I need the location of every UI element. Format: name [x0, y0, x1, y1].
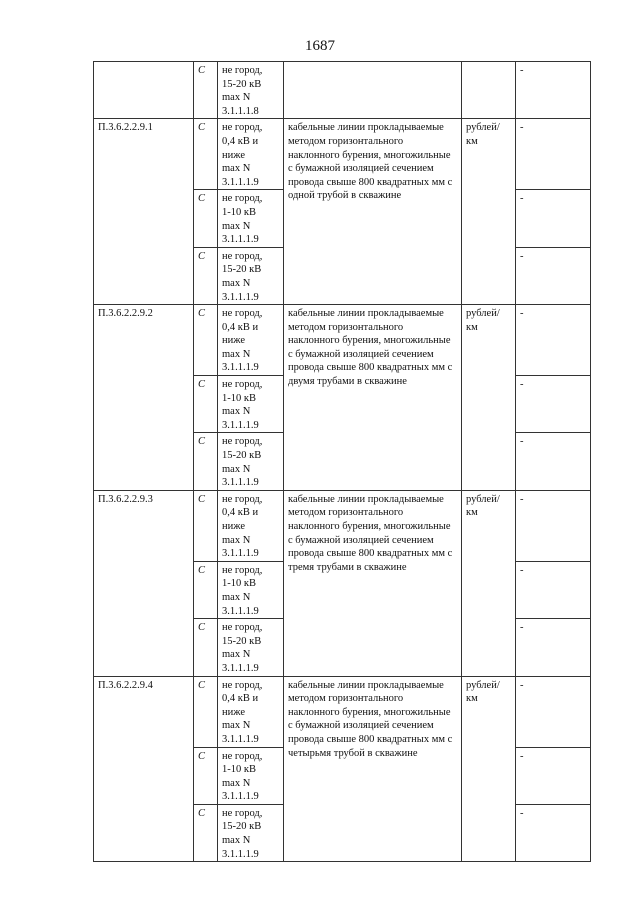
condition-cell	[218, 619, 284, 676]
condition-line: 3.1.1.1.9	[222, 662, 259, 674]
condition-line: 3.1.1.1.9	[222, 234, 259, 246]
condition-line: 3.1.1.1.9	[222, 291, 259, 303]
code-cell: С	[194, 619, 218, 676]
condition-line: 3.1.1.1.9	[222, 791, 259, 803]
condition-line: не город,	[222, 622, 263, 634]
row-id-cell: П.3.6.2.2.9.4	[94, 676, 194, 862]
condition-line: max N	[222, 835, 251, 847]
table-body	[94, 62, 591, 862]
description-cell: кабельные линии прокладываемые методом горизонтального наклонного бурения, многожильные с бумажной изоляцией сечением провода свыше 800 квадратных мм с одной трубой в скважине	[284, 119, 462, 305]
condition-line: 3.1.1.1.9	[222, 733, 259, 745]
condition-cell	[218, 119, 284, 190]
condition-line: max N	[222, 649, 251, 661]
condition-line: 15-20 кВ	[222, 450, 262, 462]
condition-line: 3.1.1.1.8	[222, 105, 259, 117]
condition-line: 0,4 кВ и	[222, 507, 259, 519]
value-cell: -	[516, 376, 591, 433]
table-row	[94, 119, 591, 190]
table-row	[94, 62, 591, 119]
unit-cell: рублей/ км	[462, 119, 516, 305]
code-cell: С	[194, 62, 218, 119]
condition-line: max N	[222, 534, 251, 546]
condition-line: не город,	[222, 436, 263, 448]
code-cell: С	[194, 433, 218, 490]
condition-line: 3.1.1.1.9	[222, 477, 259, 489]
description-cell: кабельные линии прокладываемые методом горизонтального наклонного бурения, многожильные с бумажной изоляцией сечением провода свыше 800 квадратных мм с двумя трубами в скважине	[284, 305, 462, 491]
code-cell: С	[194, 305, 218, 376]
condition-line: не город,	[222, 750, 263, 762]
condition-line: max N	[222, 406, 251, 418]
condition-line: max N	[222, 220, 251, 232]
condition-line: 15-20 кВ	[222, 78, 262, 90]
row-id-cell: П.3.6.2.2.9.1	[94, 119, 194, 305]
page-number: 1687	[305, 38, 335, 54]
value-cell: -	[516, 804, 591, 861]
condition-line: не город,	[222, 308, 263, 320]
code-cell: С	[194, 676, 218, 747]
condition-line: 3.1.1.1.9	[222, 605, 259, 617]
condition-cell	[218, 804, 284, 861]
condition-line: не город,	[222, 122, 263, 134]
unit-cell: рублей/ км	[462, 490, 516, 676]
condition-cell	[218, 490, 284, 561]
condition-line: 15-20 кВ	[222, 635, 262, 647]
code-cell: С	[194, 247, 218, 304]
code-cell: С	[194, 561, 218, 618]
condition-line: 1-10 кВ	[222, 206, 256, 218]
unit-cell	[462, 62, 516, 119]
condition-line: 0,4 кВ и	[222, 321, 259, 333]
unit-cell: рублей/ км	[462, 305, 516, 491]
value-cell: -	[516, 305, 591, 376]
description-cell: кабельные линии прокладываемые методом горизонтального наклонного бурения, многожильные с бумажной изоляцией сечением провода свыше 800 квадратных мм с четырьмя трубой в скважине	[284, 676, 462, 862]
value-cell: -	[516, 433, 591, 490]
condition-line: 3.1.1.1.9	[222, 848, 259, 860]
value-cell: -	[516, 247, 591, 304]
condition-line: 3.1.1.1.9	[222, 548, 259, 560]
condition-cell	[218, 433, 284, 490]
condition-line: max N	[222, 163, 251, 175]
value-cell: -	[516, 747, 591, 804]
condition-line: max N	[222, 463, 251, 475]
description-cell: кабельные линии прокладываемые методом горизонтального наклонного бурения, многожильные с бумажной изоляцией сечением провода свыше 800 квадратных мм с тремя трубами в скважине	[284, 490, 462, 676]
table-row	[94, 676, 591, 747]
condition-line: 3.1.1.1.9	[222, 362, 259, 374]
condition-line: ниже	[222, 521, 246, 532]
condition-line: max N	[222, 777, 251, 789]
row-id-cell: П.3.6.2.2.9.3	[94, 490, 194, 676]
row-id-cell	[94, 62, 194, 119]
condition-cell	[218, 305, 284, 376]
row-id-cell: П.3.6.2.2.9.2	[94, 305, 194, 491]
code-cell: С	[194, 804, 218, 861]
value-cell: -	[516, 676, 591, 747]
code-cell: С	[194, 747, 218, 804]
condition-cell	[218, 747, 284, 804]
condition-cell	[218, 190, 284, 247]
condition-line: 1-10 кВ	[222, 578, 256, 590]
unit-cell: рублей/ км	[462, 676, 516, 862]
condition-line: ниже	[222, 149, 246, 161]
condition-line: не город,	[222, 679, 263, 691]
condition-line: 0,4 кВ и	[222, 135, 259, 147]
condition-cell	[218, 247, 284, 304]
table-row	[94, 305, 591, 376]
code-cell: С	[194, 376, 218, 433]
condition-line: max N	[222, 591, 251, 603]
condition-line: 15-20 кВ	[222, 821, 262, 833]
condition-line: не город,	[222, 807, 263, 819]
code-cell: С	[194, 490, 218, 561]
value-cell: -	[516, 62, 591, 119]
value-cell: -	[516, 119, 591, 190]
tariff-table	[93, 61, 591, 862]
value-cell: -	[516, 190, 591, 247]
condition-line: max N	[222, 348, 251, 360]
condition-cell	[218, 676, 284, 747]
code-cell: С	[194, 119, 218, 190]
condition-line: 1-10 кВ	[222, 764, 256, 776]
condition-line: max N	[222, 92, 251, 104]
condition-line: 3.1.1.1.9	[222, 176, 259, 188]
condition-line: не город,	[222, 564, 263, 576]
condition-line: ниже	[222, 706, 246, 718]
condition-cell	[218, 62, 284, 119]
code-cell: С	[194, 190, 218, 247]
condition-line: max N	[222, 720, 251, 732]
value-cell: -	[516, 561, 591, 618]
value-cell: -	[516, 490, 591, 561]
condition-line: ниже	[222, 335, 246, 347]
condition-line: не город,	[222, 193, 263, 205]
description-cell	[284, 62, 462, 119]
condition-line: не город,	[222, 379, 263, 391]
condition-cell	[218, 561, 284, 618]
condition-line: max N	[222, 277, 251, 289]
condition-line: не город,	[222, 250, 263, 262]
condition-line: не город,	[222, 65, 263, 76]
condition-line: 3.1.1.1.9	[222, 419, 259, 431]
value-cell: -	[516, 619, 591, 676]
condition-line: не город,	[222, 493, 263, 505]
condition-line: 0,4 кВ и	[222, 693, 259, 705]
condition-line: 15-20 кВ	[222, 264, 262, 276]
table-row	[94, 490, 591, 561]
condition-cell	[218, 376, 284, 433]
condition-line: 1-10 кВ	[222, 392, 256, 404]
